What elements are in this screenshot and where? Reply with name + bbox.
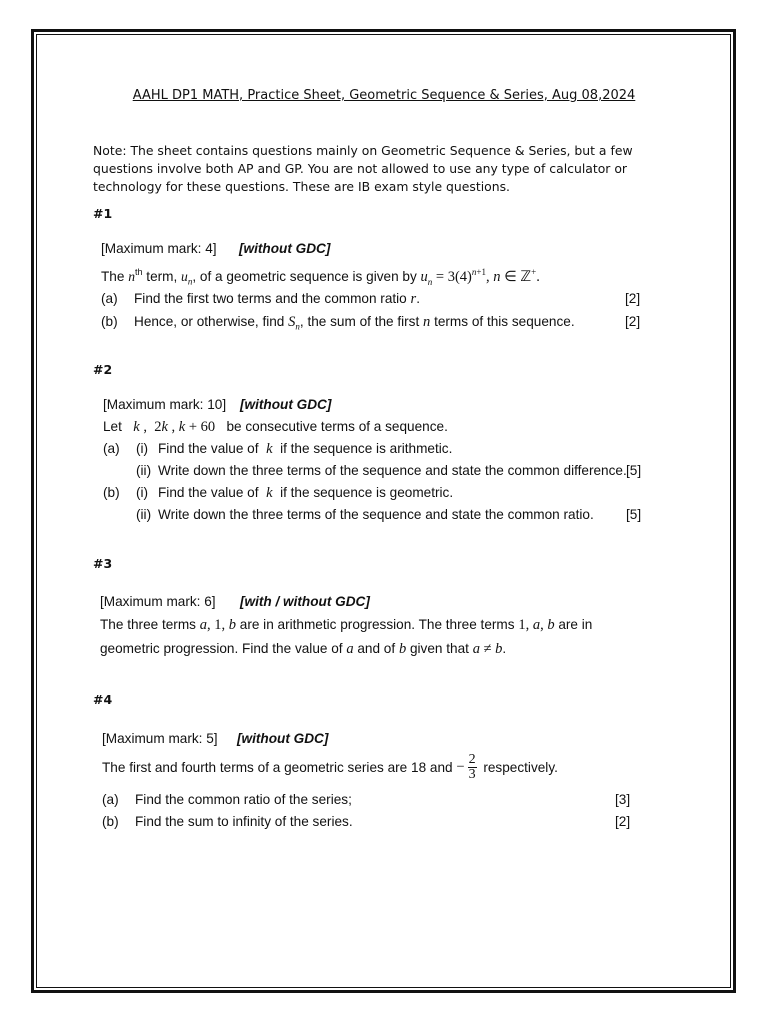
question-4-part-b-label: (b) xyxy=(102,814,119,829)
question-2-stem: Let k , 2k , k + 60 be consecutive terms of a sequence. xyxy=(103,419,448,435)
question-2-max-mark: [Maximum mark: 10] xyxy=(103,397,227,412)
question-2-part-b-i-label: (i) xyxy=(136,485,149,500)
question-4-number: #4 xyxy=(93,692,113,707)
question-1-gdc: [without GDC] xyxy=(239,241,331,256)
question-1-max-mark: [Maximum mark: 4] xyxy=(101,241,217,256)
question-2-part-b-ii-text: Write down the three terms of the sequence and state the common ratio. xyxy=(158,507,594,522)
question-4-part-a-text: Find the common ratio of the series; xyxy=(135,792,352,807)
question-1-part-b-text: Hence, or otherwise, find $S_n$, the sum of the first n terms of this sequence. xyxy=(134,314,575,332)
question-2-part-a-i-text: Find the value of k if the sequence is arithmetic. xyxy=(158,441,453,457)
question-4-part-a-label: (a) xyxy=(102,792,119,807)
question-4-part-a-mark: [3] xyxy=(615,792,631,807)
question-2-part-a-i-label: (i) xyxy=(136,441,149,456)
question-1-part-a: Find the first two terms and the common ratio r. xyxy=(134,291,420,307)
question-3-stem-line-2: geometric progression. Find the value of a and of b given that a ≠ b. xyxy=(100,641,507,657)
question-2-part-a-label: (a) xyxy=(103,441,120,456)
question-2-part-b-label: (b) xyxy=(103,485,120,500)
fraction-minus-two-thirds: $\frac{2}{3}$ xyxy=(468,752,476,782)
question-2-number: #2 xyxy=(93,362,113,377)
question-4-part-b-text: Find the sum to infinity of the series. xyxy=(135,814,353,829)
question-3-stem-line-1: The three terms a, 1, b are in arithmetic progression. The three terms 1, a, b are in xyxy=(100,617,593,633)
question-4-stem-start: The first and fourth terms of a geometric series are 18 and xyxy=(102,760,453,775)
question-1-part-a-label: (a) xyxy=(101,291,118,306)
sheet-title: AAHL DP1 MATH, Practice Sheet, Geometric Sequence & Series, Aug 08,2024 xyxy=(132,88,636,103)
question-1-number: #1 xyxy=(93,206,113,221)
question-3-max-mark: [Maximum mark: 6] xyxy=(100,594,216,609)
question-2-let: Let xyxy=(103,419,122,434)
sheet-note: Note: The sheet contains questions mainly on Geometric Sequence & Series, but a few questions involve both AP and GP. You are not allowed to use any type of calculator or technology for these questions. These are IB exam style questions. xyxy=(93,143,633,194)
question-2-gdc: [without GDC] xyxy=(240,397,332,412)
question-2-part-b-ii-label: (ii) xyxy=(136,507,152,522)
question-1-part-a-mark: [2] xyxy=(625,291,641,306)
question-4-max-mark: [Maximum mark: 5] xyxy=(102,731,218,746)
question-4-stem: The first and fourth terms of a geometric series are 18 and − $\frac{2}{3}$ respectively. xyxy=(102,752,558,782)
question-2-let-tail: be consecutive terms of a sequence. xyxy=(226,419,448,434)
question-2-part-b-i-text: Find the value of k if the sequence is geometric. xyxy=(158,485,454,501)
question-1-part-b-label: (b) xyxy=(101,314,118,329)
question-1-part-b-mark: [2] xyxy=(625,314,641,329)
question-2-part-a-mark: [5] xyxy=(626,463,642,478)
question-4-stem-end: respectively. xyxy=(483,760,558,775)
question-2-part-a-ii-text: Write down the three terms of the sequence and state the common difference. xyxy=(158,463,627,478)
question-2-part-a-ii-label: (ii) xyxy=(136,463,152,478)
question-3-gdc: [with / without GDC] xyxy=(240,594,370,609)
question-4-part-b-mark: [2] xyxy=(615,814,631,829)
question-4-gdc: [without GDC] xyxy=(237,731,329,746)
question-3-number: #3 xyxy=(93,556,113,571)
question-2-part-b-mark: [5] xyxy=(626,507,642,522)
question-1-stem: The $n^{th}$ term, $u_n$, of a geometric sequence is given by $u_n = 3(4)^{n+1}$, n ∈ ℤ+. xyxy=(101,267,540,287)
question-1-part-a-text: Find the first two terms and the common ratio xyxy=(134,291,407,306)
